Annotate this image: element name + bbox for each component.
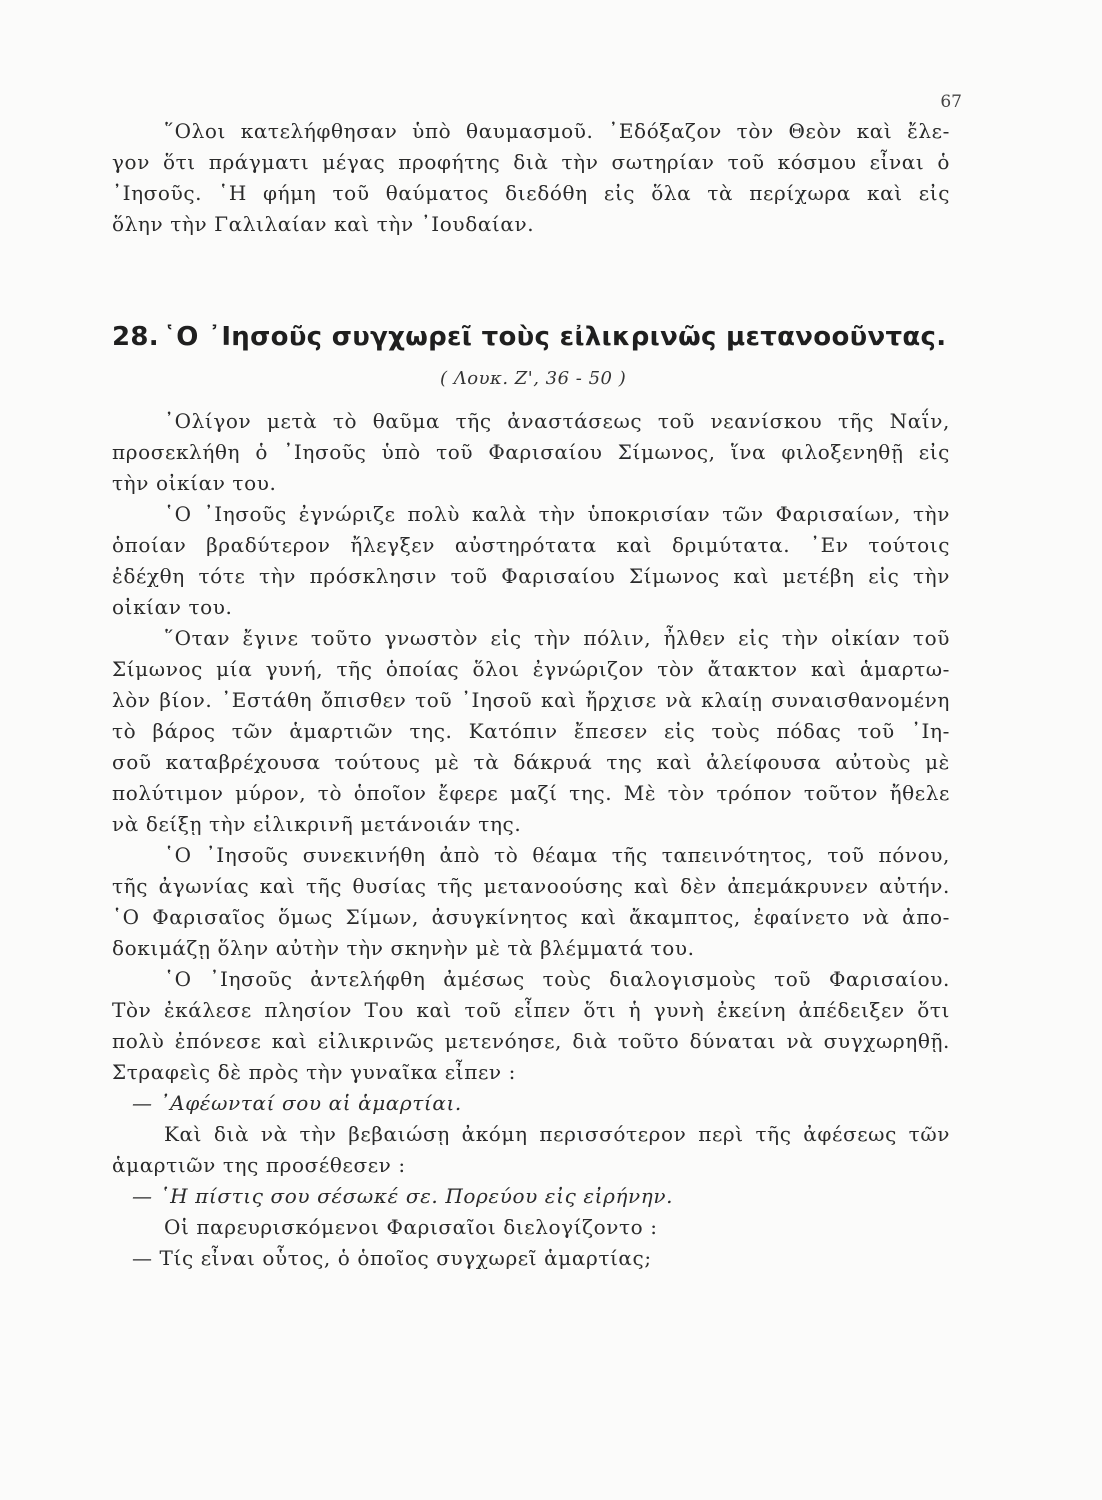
scripture-reference: ( Λουκ. Ζ', 36 - 50 ) (440, 368, 627, 389)
quoted-speech-line: — ῾Η πίστις σου σέσωκέ σε. Πορεύου εἰς εἰρήνην. (132, 1184, 674, 1208)
text-line: προσεκλήθη ὁ ᾿Ιησοῦς ὑπὸ τοῦ Φαρισαίου Σίμωνος, ἵνα φιλοξενηθῇ εἰς (112, 440, 950, 464)
text-line: λὸν βίον. ᾿Εστάθη ὄπισθεν τοῦ ᾿Ιησοῦ καὶ ἤρχισε νὰ κλαίῃ συναισθανομένη (112, 688, 950, 712)
section-body (112, 406, 950, 1274)
text-line: ῞Οταν ἔγινε τοῦτο γνωστὸν εἰς τὴν πόλιν, ἦλθεν εἰς τὴν οἰκίαν τοῦ (164, 626, 950, 650)
text-line: πολὺ ἐπόνεσε καὶ εἰλικρινῶς μετενόησε, διὰ τοῦτο δύναται νὰ συγχωρηθῇ. (112, 1029, 950, 1053)
text-line: τῆς ἀγωνίας καὶ τῆς θυσίας τῆς μετανοούσης καὶ δὲν ἀπεμάκρυνεν αὐτήν. (112, 874, 950, 898)
text-line: Τὸν ἐκάλεσε πλησίον Του καὶ τοῦ εἶπεν ὅτι ἡ γυνὴ ἐκείνη ἀπέδειξεν ὅτι (112, 998, 950, 1022)
intro-paragraph (112, 116, 950, 240)
quoted-speech-line: — Τίς εἶναι οὗτος, ὁ ὁποῖος συγχωρεῖ ἁμαρτίας; (132, 1246, 652, 1270)
text-line: οἰκίαν του. (112, 595, 233, 619)
text-line: ᾿Ολίγον μετὰ τὸ θαῦμα τῆς ἀναστάσεως τοῦ νεανίσκου τῆς Ναΐν, (164, 409, 950, 433)
section-title: ῾Ο ᾿Ιησοῦς συγχωρεῖ τοὺς εἰλικρινῶς μετανοοῦντας. (162, 322, 947, 352)
text-line: ὅλην τὴν Γαλιλαίαν καὶ τὴν ᾿Ιουδαίαν. (112, 212, 535, 236)
text-line: ᾿Ιησοῦς. ῾Η φήμη τοῦ θαύματος διεδόθη εἰς ὅλα τὰ περίχωρα καὶ εἰς (112, 181, 950, 205)
section-heading (112, 322, 950, 352)
text-line: τὸ βάρος τῶν ἁμαρτιῶν της. Κατόπιν ἔπεσεν εἰς τοὺς πόδας τοῦ ᾿Ιη- (112, 719, 950, 743)
text-line: Οἱ παρευρισκόμενοι Φαρισαῖοι διελογίζοντο : (164, 1215, 658, 1239)
text-line: σοῦ καταβρέχουσα τούτους μὲ τὰ δάκρυά της καὶ ἀλείφουσα αὐτοὺς μὲ (112, 750, 950, 774)
section-number: 28. (112, 322, 159, 352)
text-line: γον ὅτι πράγματι μέγας προφήτης διὰ τὴν σωτηρίαν τοῦ κόσμου εἶναι ὁ (112, 150, 950, 174)
text-line: Καὶ διὰ νὰ τὴν βεβαιώσῃ ἀκόμη περισσότερον περὶ τῆς ἀφέσεως τῶν (164, 1122, 950, 1146)
quoted-speech-line: — ᾿Αφέωνταί σου αἱ ἁμαρτίαι. (132, 1091, 462, 1115)
text-line: ὁποίαν βραδύτερον ἤλεγξεν αὐστηρότατα καὶ δριμύτατα. ᾿Εν τούτοις (112, 533, 950, 557)
text-line: ῾Ο Φαρισαῖος ὅμως Σίμων, ἀσυγκίνητος καὶ ἄκαμπτος, ἐφαίνετο νὰ ἀπο- (112, 905, 950, 929)
text-line: ῾Ο ᾿Ιησοῦς συνεκινήθη ἀπὸ τὸ θέαμα τῆς ταπεινότητος, τοῦ πόνου, (164, 843, 950, 867)
text-line: Σίμωνος μία γυνή, τῆς ὁποίας ὅλοι ἐγνώριζον τὸν ἄτακτον καὶ ἁμαρτω- (112, 657, 950, 681)
text-line: δοκιμάζῃ ὅλην αὐτὴν τὴν σκηνὴν μὲ τὰ βλέμματά του. (112, 936, 695, 960)
text-line: πολύτιμον μύρον, τὸ ὁποῖον ἔφερε μαζί της. Μὲ τὸν τρόπον τοῦτον ἤθελε (112, 781, 950, 805)
text-line: Στραφεὶς δὲ πρὸς τὴν γυναῖκα εἶπεν : (112, 1060, 516, 1084)
text-line: ῾Ο ᾿Ιησοῦς ἀντελήφθη ἀμέσως τοὺς διαλογισμοὺς τοῦ Φαρισαίου. (164, 967, 950, 991)
text-line: τὴν οἰκίαν του. (112, 471, 277, 495)
text-line: ἐδέχθη τότε τὴν πρόσκλησιν τοῦ Φαρισαίου Σίμωνος καὶ μετέβη εἰς τὴν (112, 564, 950, 588)
text-line: νὰ δείξῃ τὴν εἰλικρινῆ μετάνοιάν της. (112, 812, 522, 836)
text-line: ἁμαρτιῶν της προσέθεσεν : (112, 1153, 406, 1177)
text-line: ῞Ολοι κατελήφθησαν ὑπὸ θαυμασμοῦ. ᾿Εδόξαζον τὸν Θεὸν καὶ ἔλε- (164, 119, 950, 143)
page-number: 67 (940, 92, 962, 112)
text-line: ῾Ο ᾿Ιησοῦς ἐγνώριζε πολὺ καλὰ τὴν ὑποκρισίαν τῶν Φαρισαίων, τὴν (164, 502, 950, 526)
